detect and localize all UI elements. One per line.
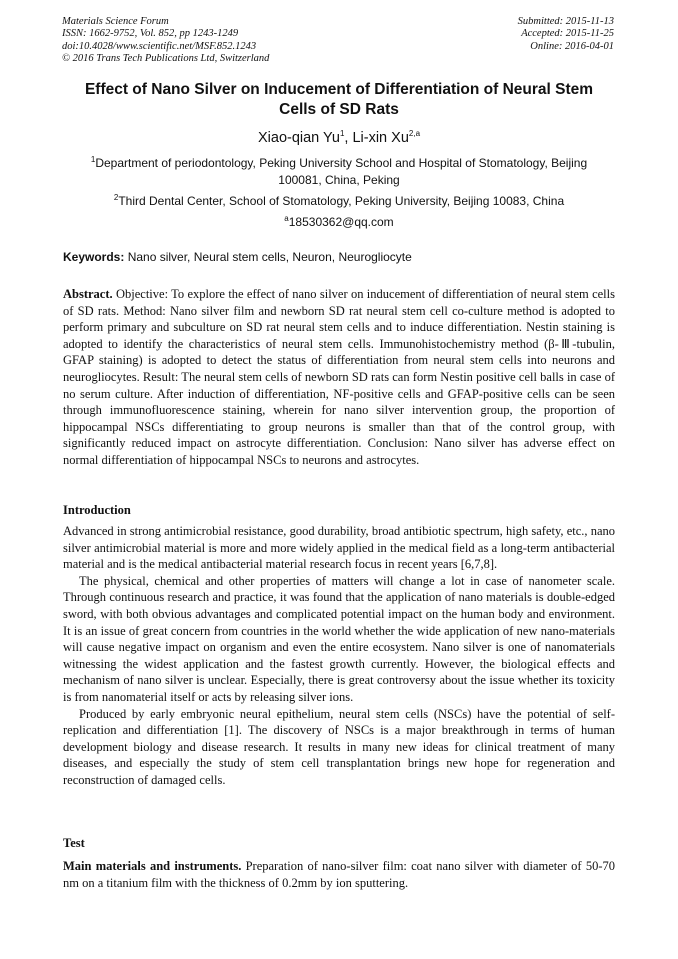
materials-text: Preparation of nano-silver film: coat nano silver with diameter of 50-70 nm on a titanium film with the thickness of 0.2mm by ion sputtering.	[63, 859, 616, 890]
affiliation-2-text: Third Dental Center, School of Stomatology, Peking University, Beijing 10083, China	[118, 194, 565, 208]
affiliation-2	[70, 193, 608, 210]
author-email	[70, 214, 608, 231]
introduction-paragraph-3: Produced by early embryonic neural epithelium, neural stem cells (NSCs) have the potential of self-replication and differentiation [1]. The discovery of NSCs is a major breakthrough in terms of human development biology and disease research. It results in many new ideas for clinical treatment of many diseases, and especially the study of stem cell transplantation brings new hope for regeneration and reconstruction of damaged cells.	[63, 706, 615, 787]
email-sup: a	[284, 214, 289, 223]
affiliation-1-text: Department of periodontology, Peking University School and Hospital of Stomatology, Beijing 100081, China, Peking	[95, 156, 588, 187]
author-1-sup: 1	[339, 129, 345, 139]
affiliation-2-sup: 2	[113, 193, 119, 202]
journal-issn: ISSN: 1662-9752, Vol. 852, pp 1243-1249	[62, 28, 239, 40]
introduction-heading: Introduction	[63, 503, 131, 517]
abstract	[63, 286, 615, 469]
introduction-body	[63, 523, 615, 789]
introduction-paragraph-2: The physical, chemical and other properties of matters will change a lot in case of nanometer scale. Through continuous research and practice, it was found that the application of nano materials is double-edged sword, with both obvious advantages and complicated potential impact on the human body and environment. It is an issue of great concern from countries in the world whether the wide application of new nano-materials will cause negative impact on organism and even the entire ecosystem. Nano silver is one of nanomaterials witnessing the widest application and the fastest growth currently. However, the biological effects and mechanism of nano silver is unclear. Especially, there is great controversy about the issue whether its toxicity is from nanomaterial itself or acts by releasing silver ions.	[63, 573, 615, 704]
email-text: 18530362@qq.com	[288, 215, 394, 229]
author-2-sup: 2,a	[408, 129, 421, 139]
materials-paragraph	[63, 858, 615, 891]
submitted-date: Submitted: 2015-11-13	[517, 16, 614, 27]
journal-doi: doi:10.4028/www.scientific.net/MSF.852.1243	[62, 40, 257, 52]
paper-title: Effect of Nano Silver on Inducement of Differentiation of Neural Stem Cells of SD Rats	[84, 81, 594, 118]
journal-info	[62, 16, 269, 65]
affiliation-1	[70, 155, 608, 188]
author-list	[0, 130, 678, 146]
affiliation-1-sup: 1	[90, 155, 96, 164]
online-date: Online: 2016-04-01	[530, 40, 614, 52]
journal-copyright: © 2016 Trans Tech Publications Ltd, Switzerland	[62, 52, 270, 64]
abstract-text: Objective: To explore the effect of nano silver on inducement of differentiation of neural stem cells of SD rats. Method: Nano silver film and newborn SD rat neural stem cell co-culture method is adopted to perform primary and subculture on SD rat neural stem cells and to induce differentiation. Nestin staining is adopted to identify the characteristics of neural stem cells. Immunohistochemistry method (β-Ⅲ-tubulin, GFAP staining) is adopted to detect the status of differentiation from neural stem cells into neurons and neurogliocytes. Result: The neural stem cells of newborn SD rats can form Nestin positive cell balls in case of no serum culture. After induction of differentiation, NF-positive cells and GFAP-positive cells can be seen through immunofluorescence staining, wherein for nano silver intervention group, the proportion of hippocampal NSCs differentiating to group neurons is smaller than that of the control group, with significantly reduced impact on astrocyte differentiation. Conclusion: Nano silver has adverse effect on normal differentiation of hippocampal NSCs to neurons and astrocytes.	[63, 287, 615, 467]
materials-label: Main materials and instruments.	[63, 859, 242, 873]
author-1-name: Xiao-qian Yu	[257, 130, 340, 146]
introduction-paragraph-1: Advanced in strong antimicrobial resistance, good durability, broad antibiotic spectrum, high safety, etc., nano silver antimicrobial material is more and more widely applied in the medical field as a long-term antibacterial material and is the medical antibacterial material research focus in recent years [6,7,8].	[63, 524, 615, 572]
keywords-text: Nano silver, Neural stem cells, Neuron, Neurogliocyte	[124, 250, 412, 264]
abstract-label: Abstract.	[63, 287, 113, 301]
accepted-date: Accepted: 2015-11-25	[521, 28, 614, 40]
publication-dates	[518, 16, 614, 53]
keywords	[63, 250, 615, 264]
author-2-name: Li-xin Xu	[352, 130, 409, 146]
journal-name: Materials Science Forum	[62, 16, 169, 27]
test-heading: Test	[63, 836, 85, 850]
keywords-label: Keywords:	[63, 250, 125, 264]
author-separator: ,	[344, 130, 353, 146]
